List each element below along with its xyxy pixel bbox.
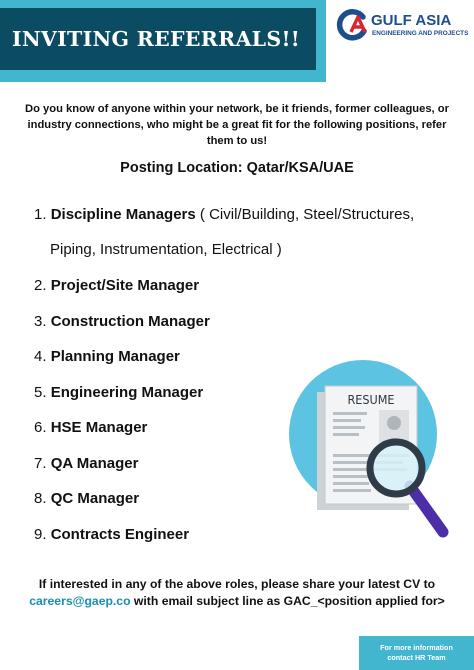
title-banner [0, 8, 316, 70]
role-number: 9. [34, 526, 47, 543]
role-number: 6. [34, 419, 47, 436]
role-number: 3. [34, 313, 47, 330]
gulf-asia-logo-icon [335, 8, 371, 44]
role-number: 4. [34, 348, 47, 365]
role-item [34, 313, 210, 330]
role-number: 2. [34, 277, 47, 294]
role-item [34, 384, 203, 401]
role-detail-continued: Piping, Instrumentation, Electrical ) [50, 241, 282, 258]
role-number: 7. [34, 455, 47, 472]
resume-magnifier-icon [287, 346, 457, 546]
role-title: Discipline Managers [50, 206, 196, 223]
contact-hr-box [359, 636, 474, 670]
role-number: 8. [34, 490, 47, 507]
role-title: Construction Manager [50, 313, 210, 330]
role-title: QA Manager [50, 455, 139, 472]
careers-email-link[interactable]: careers@gaep.co [29, 594, 131, 608]
posting-location: Posting Location: Qatar/KSA/UAE [120, 160, 354, 176]
contact-line-2: contact HR Team [387, 653, 446, 662]
role-item [34, 455, 138, 472]
role-title: Project/Site Manager [50, 277, 200, 294]
footer-subject-text: with email subject line as GAC_<position applied for> [130, 594, 445, 608]
footer-line-2 [10, 593, 464, 610]
role-title: HSE Manager [50, 419, 148, 436]
role-title: Contracts Engineer [50, 526, 190, 543]
contact-line-1: For more information [380, 643, 453, 652]
role-item [34, 348, 180, 365]
footer-message [10, 576, 464, 610]
role-item [34, 490, 139, 507]
role-number: 1. [34, 206, 47, 223]
role-item [34, 526, 189, 543]
role-item [34, 419, 147, 436]
logo-name: GULF ASIA [371, 12, 452, 29]
role-title: Engineering Manager [50, 384, 204, 401]
page-title: INVITING REFERRALS!! [12, 27, 301, 51]
role-number: 5. [34, 384, 47, 401]
role-item [34, 206, 414, 223]
footer-line-1: If interested in any of the above roles, please share your latest CV to [38, 577, 436, 591]
company-logo [335, 8, 471, 44]
role-title: Planning Manager [50, 348, 180, 365]
role-item [34, 277, 199, 294]
role-detail: ( Civil/Building, Steel/Structures, [195, 206, 415, 223]
intro-paragraph: Do you know of anyone within your network, be it friends, former colleagues, or industry connections, who might be a great fit for the following positions, refer them to us! [25, 103, 449, 147]
resume-label: RESUME [347, 392, 395, 407]
role-title: QC Manager [50, 490, 140, 507]
logo-subtitle: ENGINEERING AND PROJECTS [372, 30, 469, 37]
